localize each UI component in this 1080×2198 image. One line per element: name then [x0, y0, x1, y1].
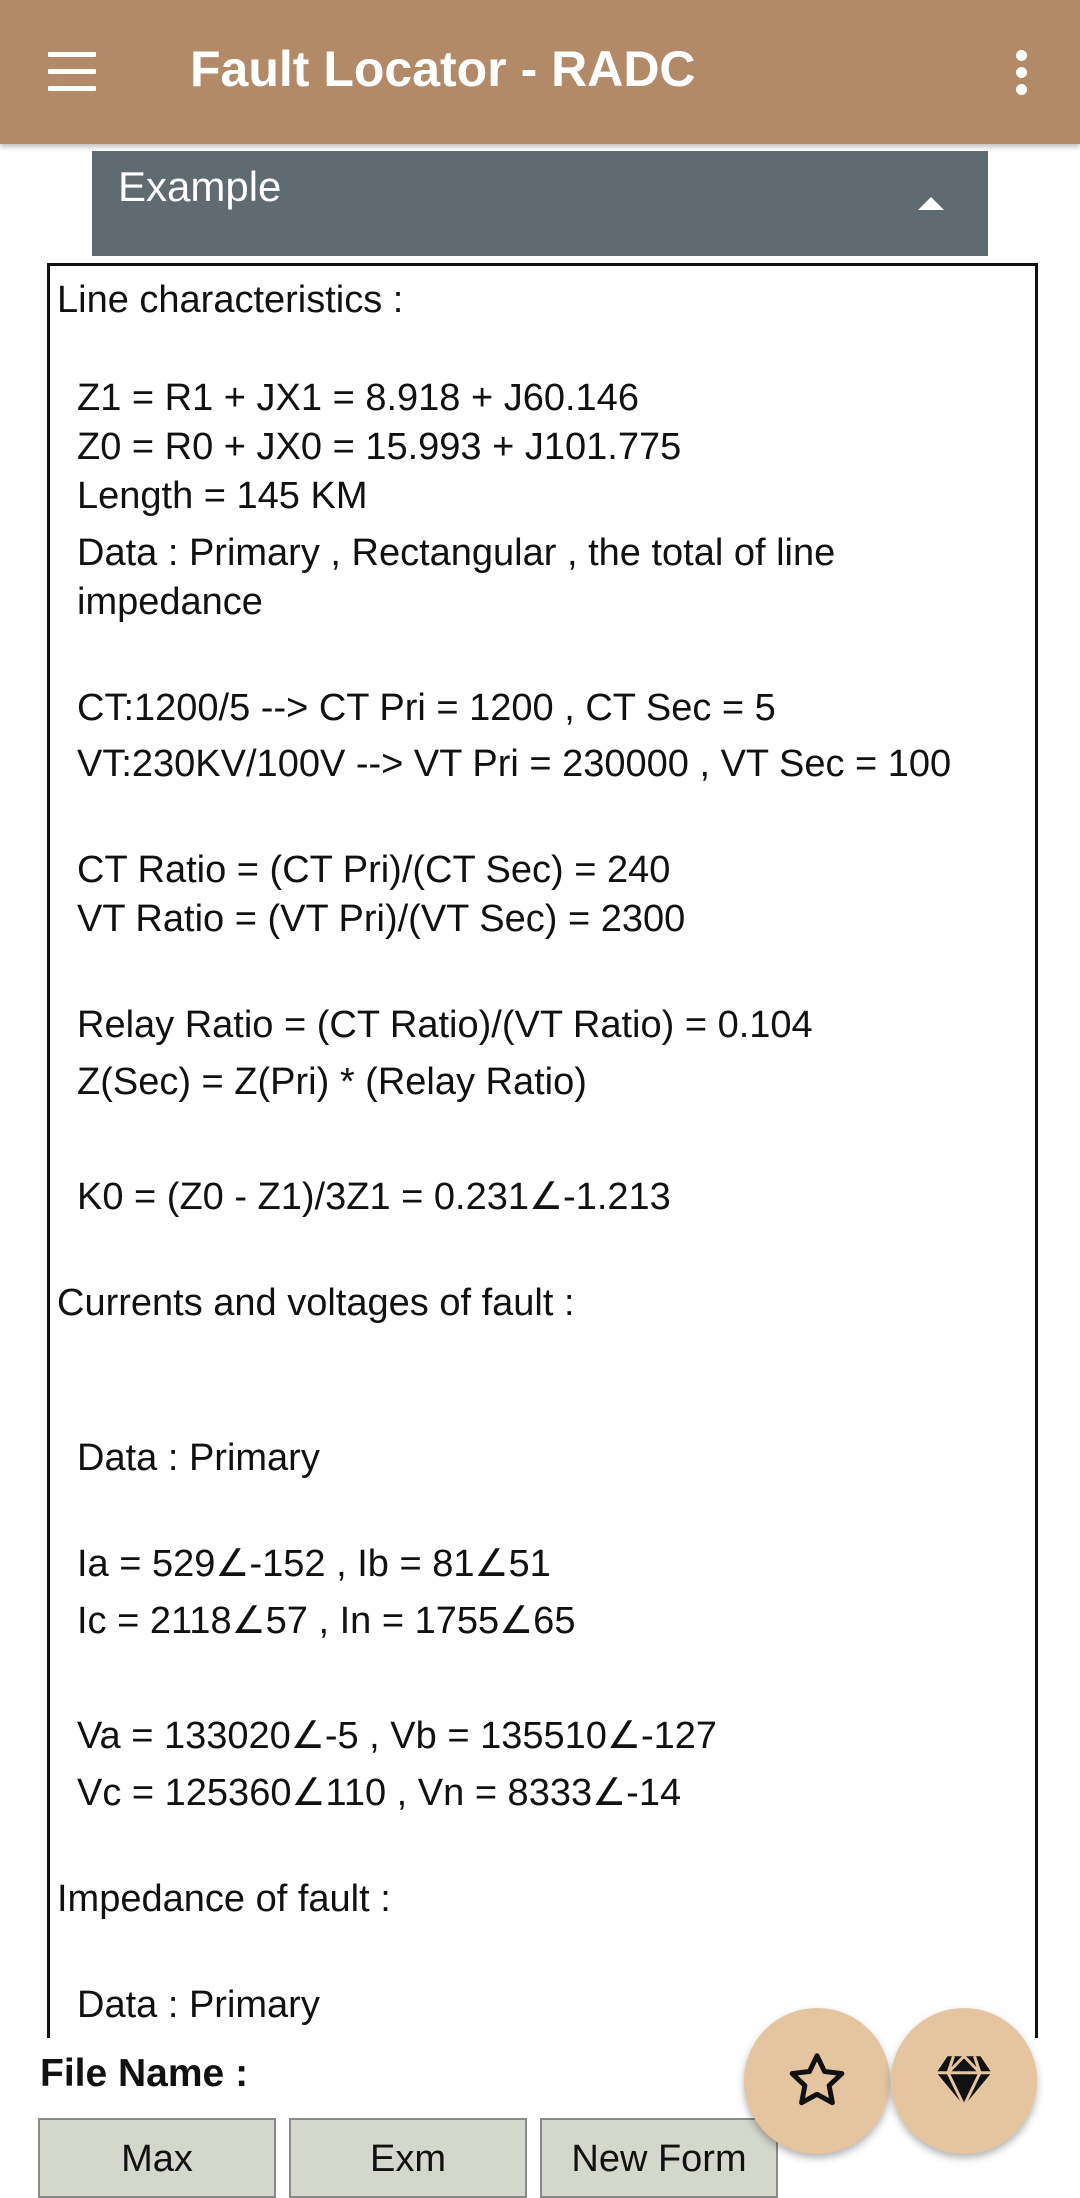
text-line: VT Ratio = (VT Pri)/(VT Sec) = 2300: [77, 898, 686, 940]
new-form-button[interactable]: New Form: [540, 2118, 778, 2198]
more-vertical-icon[interactable]: [1000, 44, 1044, 100]
section-heading: Currents and voltages of fault :: [57, 1282, 575, 1324]
premium-button[interactable]: [891, 2008, 1037, 2154]
app-title: Fault Locator - RADC: [190, 41, 696, 97]
text-line: Length = 145 KM: [77, 475, 368, 517]
example-text-area[interactable]: [47, 263, 1038, 2038]
favorite-button[interactable]: [744, 2008, 890, 2154]
text-line: VT:230KV/100V --> VT Pri = 230000 , VT Sec = 100: [77, 743, 952, 785]
section-heading: Impedance of fault :: [57, 1878, 391, 1920]
text-line: Ia = 529∠-152 , Ib = 81∠51: [77, 1543, 551, 1585]
text-line: Z0 = R0 + JX0 = 15.993 + J101.775: [77, 426, 682, 468]
star-icon: [784, 2048, 850, 2114]
text-line: impedance: [77, 581, 263, 623]
exm-button[interactable]: Exm: [289, 2118, 527, 2198]
dropdown-arrow-icon: [918, 197, 944, 210]
text-line: Data : Primary , Rectangular , the total of line: [77, 532, 836, 574]
text-line: Data : Primary: [77, 1437, 320, 1479]
example-selector[interactable]: [92, 151, 988, 256]
text-line: Z1 = R1 + JX1 = 8.918 + J60.146: [77, 377, 639, 419]
app-bar: [0, 0, 1080, 144]
max-button[interactable]: Max: [38, 2118, 276, 2198]
text-line: Ic = 2118∠57 , In = 1755∠65: [77, 1600, 576, 1642]
section-heading: Line characteristics :: [57, 279, 404, 321]
text-line: Z(Sec) = Z(Pri) * (Relay Ratio): [77, 1061, 587, 1103]
text-line: Relay Ratio = (CT Ratio)/(VT Ratio) = 0.104: [77, 1004, 813, 1046]
file-name-label: File Name :: [40, 2052, 249, 2095]
text-line: Va = 133020∠-5 , Vb = 135510∠-127: [77, 1715, 718, 1757]
hamburger-menu-icon[interactable]: [40, 48, 104, 96]
text-line: CT:1200/5 --> CT Pri = 1200 , CT Sec = 5: [77, 687, 776, 729]
text-line: CT Ratio = (CT Pri)/(CT Sec) = 240: [77, 849, 671, 891]
text-line: Vc = 125360∠110 , Vn = 8333∠-14: [77, 1772, 682, 1814]
text-line: Data : Primary: [77, 1984, 320, 2026]
selector-value: Example: [118, 163, 282, 210]
diamond-icon: [931, 2048, 997, 2114]
text-line: K0 = (Z0 - Z1)/3Z1 = 0.231∠-1.213: [77, 1176, 671, 1218]
